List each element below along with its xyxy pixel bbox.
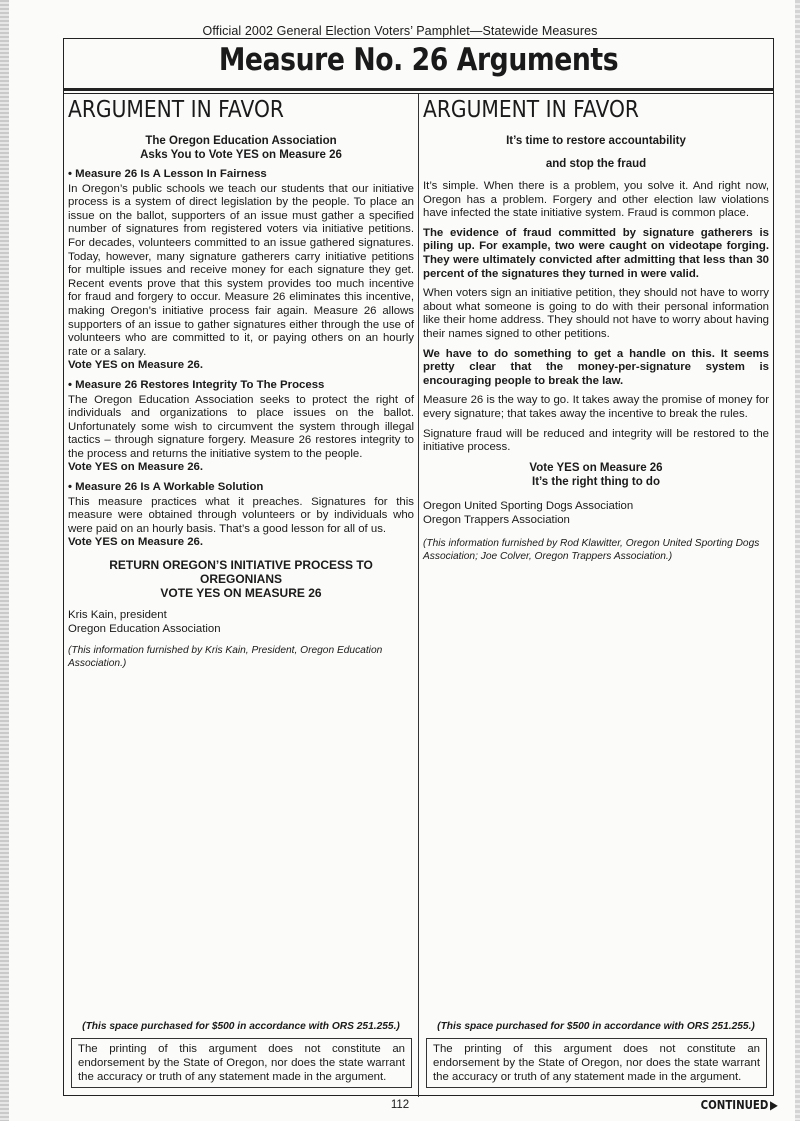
column-divider <box>418 94 419 1097</box>
title-rule-thick <box>63 88 774 91</box>
right-signer-org-1: Oregon United Sporting Dogs Association <box>423 499 634 512</box>
left-furnished-note: (This information furnished by Kris Kain, President, Oregon Education Association.) <box>68 645 383 670</box>
right-disclaimer-box: The printing of this argument does not constitute an endorsement by the State of Oregon, nor does the state warrant the accuracy or truth of any statement made in the argument. <box>426 1038 767 1088</box>
left-argument <box>68 96 414 676</box>
right-paragraph-4: We have to do something to get a handle on this. It seems pretty clear that the money-per-signature system is encouraging people to break the law. <box>423 347 769 387</box>
left-disclaimer-box: The printing of this argument does not constitute an endorsement by the State of Oregon, nor does the state warrant the accuracy or truth of any statement made in the argument. <box>71 1038 412 1088</box>
left-intro-line-2: Asks You to Vote YES on Measure 26 <box>140 149 342 161</box>
left-section-integrity-body: The Oregon Education Association seeks to protect the right of individuals and organizations to place issues on the ballot. Unfortunately some wish to circumvent the system through illegal tactics – through signature forgery. Measure 26 restores integrity to the process and returns the initiative system to the people. <box>68 393 414 460</box>
left-section-fairness-body: In Oregon’s public schools we teach our students that our initiative process is a system of direct legislation by the people. To place an issue on the ballot, supporters of an issue must gather a specified number of signatures from registered voters via initiative petitions. For decades, volunteers committed to an issue gathered signatures. Today, however, many signature gatherers carry initiative petitions for multiple issues and receive money for each signature they get. Recent events prove that this system provides too much incentive for fraud and forgery to occur. Measure 26 eliminates this incentive, making Oregon’s initiative process fair again. Measure 26 allows supporters of an issue to gather signatures either through the use of volunteers who are committed to it, or paying others on an hourly rate or a salary. <box>68 182 414 358</box>
left-section-workable-title: • Measure 26 Is A Workable Solution <box>68 481 264 494</box>
left-intro-line-1: The Oregon Education Association <box>145 135 337 147</box>
right-intro-line-1: It’s time to restore accountability <box>506 135 686 147</box>
right-furnished-note: (This information furnished by Rod Klawitter, Oregon United Sporting Dogs Association; Joe Colver, Oregon Trappers Association.) <box>423 537 760 562</box>
left-section-integrity-vote: Vote YES on Measure 26. <box>68 461 204 474</box>
left-signer-org: Oregon Education Association <box>68 623 221 636</box>
right-triangle-icon: ▶ <box>770 1098 778 1112</box>
left-section-fairness-title: • Measure 26 Is A Lesson In Fairness <box>68 168 267 180</box>
right-paragraph-6: Signature fraud will be reduced and integrity will be restored to the initiative process. <box>423 427 769 454</box>
left-closing-line-2: VOTE YES ON MEASURE 26 <box>160 586 322 601</box>
right-argument-heading: ARGUMENT IN FAVOR <box>423 97 639 123</box>
right-vote-block <box>423 461 769 489</box>
left-closing <box>68 558 414 600</box>
left-section-workable <box>68 481 414 550</box>
continued-label: CONTINUED <box>700 1098 769 1112</box>
right-vote-line-1: Vote YES on Measure 26 <box>529 461 663 474</box>
scan-edge-left <box>0 0 9 1121</box>
left-section-fairness <box>68 168 414 373</box>
page-number: 112 <box>390 1099 410 1111</box>
left-signature <box>68 608 414 636</box>
left-purchase-note: (This space purchased for $500 in accordance with ORS 251.255.) <box>82 1021 400 1032</box>
right-argument <box>423 96 769 569</box>
continued-marker <box>701 1098 778 1112</box>
right-paragraph-5: Measure 26 is the way to go. It takes away the promise of money for every signature; that takes away the incentive to break the rules. <box>423 394 769 420</box>
left-section-integrity <box>68 379 414 475</box>
left-argument-heading: ARGUMENT IN FAVOR <box>68 97 284 123</box>
left-section-workable-vote: Vote YES on Measure 26. <box>68 536 204 549</box>
left-section-workable-body: This measure practices what it preaches. Signatures for this measure were obtained through volunteers or by individuals who were paid on an hourly basis. That’s a good lesson for all of us. <box>68 495 414 535</box>
right-purchase-note: (This space purchased for $500 in accordance with ORS 251.255.) <box>437 1021 755 1032</box>
right-paragraph-3: When voters sign an initiative petition, they should not have to worry about what someone is going to do with their personal information like their home address. They should not have to worry about having their names signed to other petitions. <box>423 287 769 340</box>
scan-edge-right <box>795 0 800 1121</box>
page-title: Measure No. 26 Arguments <box>218 42 619 78</box>
left-section-fairness-vote: Vote YES on Measure 26. <box>68 359 204 372</box>
left-section-integrity-title: • Measure 26 Restores Integrity To The Process <box>68 378 325 391</box>
right-signer-org-2: Oregon Trappers Association <box>423 513 570 526</box>
right-vote-line-2: It’s the right thing to do <box>532 475 660 488</box>
right-intro-line-2: and stop the fraud <box>545 158 647 170</box>
left-intro <box>68 134 414 162</box>
left-signer-name: Kris Kain, president <box>68 609 167 622</box>
running-head: Official 2002 General Election Voters’ Pamphlet—Statewide Measures <box>202 24 598 38</box>
right-paragraph-1: It’s simple. When there is a problem, you solve it. And right now, Oregon has a problem. Forgery and other election law violations have infected the state initiative system. Fraud is common place. <box>423 180 769 220</box>
right-paragraph-2: The evidence of fraud committed by signature gatherers is piling up. For example, two were caught on videotape forging. They were ultimately convicted after admitting that less than 30 percent of the signatures they turned in were valid. <box>423 226 769 280</box>
right-signature <box>423 499 769 527</box>
left-closing-line-1: RETURN OREGON’S INITIATIVE PROCESS TO OREGONIANS <box>109 558 373 587</box>
